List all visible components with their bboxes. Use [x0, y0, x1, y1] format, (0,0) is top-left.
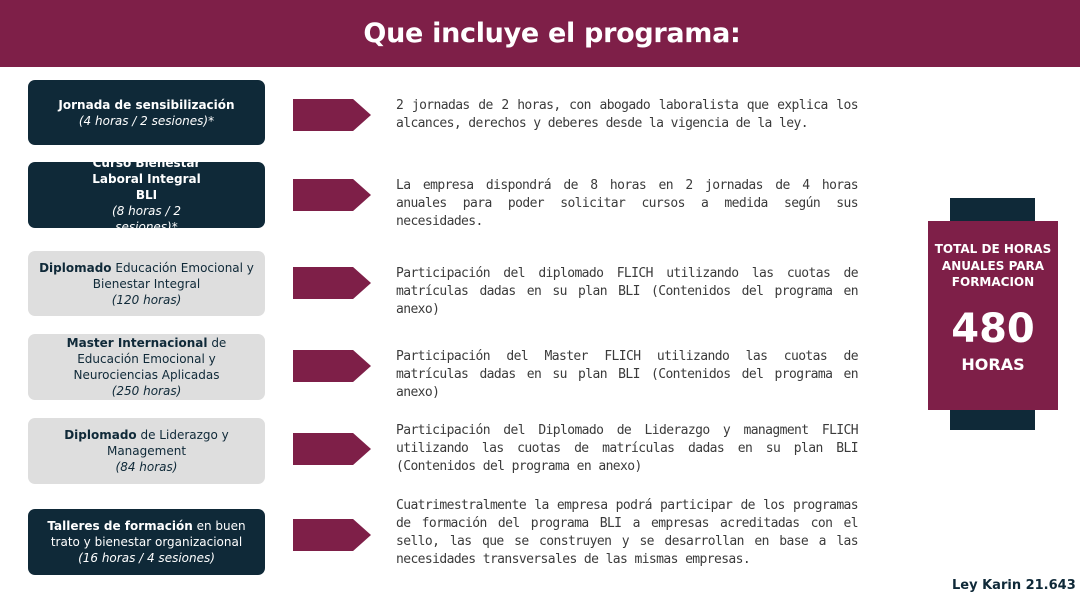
program-subtitle: en buen trato y bienestar organizacional: [50, 519, 246, 549]
program-title: Talleres de formación: [47, 519, 193, 533]
arrow-icon: [293, 350, 371, 382]
page-title: Que incluye el programa:: [363, 18, 741, 49]
program-subtitle: Educación Emocional y Bienestar Integral: [92, 260, 254, 291]
program-box-master: [28, 334, 265, 400]
program-hours: (16 horas / 4 sesiones): [78, 551, 215, 565]
header-bar: [0, 0, 1080, 67]
program-title: Jornada de sensibilización: [58, 97, 235, 112]
summary-number: 480: [951, 305, 1035, 352]
program-hours: (8 horas / 2 sesiones)*: [112, 204, 181, 234]
program-box-curso: [28, 156, 265, 234]
program-description: Participación del diplomado FLICH utilizando las cuotas de matrículas dadas en su plan BLI (Contenidos del programa en anexo): [396, 266, 858, 317]
program-title: Diplomado: [64, 428, 137, 442]
arrow-icon: [293, 519, 371, 551]
arrow-icon: [293, 267, 371, 299]
program-hours: (4 horas / 2 sesiones)*: [78, 113, 215, 128]
program-title: Master Internacional: [66, 336, 208, 350]
program-hours: (250 horas): [111, 384, 182, 398]
program-title: Curso Bienestar Laboral Integral BLI: [92, 156, 201, 202]
summary-panel: [928, 221, 1058, 410]
program-description: Participación del Diplomado de Liderazgo y managment FLICH utilizando las cuotas de matrículas dadas en su plan BLI (Contenidos del programa en anexo): [396, 423, 858, 474]
program-description: Cuatrimestralmente la empresa podrá participar de los programas de formación del programa BLI a empresas acreditadas con el sello, las que se construyen y se desarrollan en base a las necesidades transversales de las mismas empresas.: [396, 498, 858, 567]
program-description: Participación del Master FLICH utilizando las cuotas de matrículas dadas en su plan BLI (Contenidos del programa en anexo): [396, 349, 858, 400]
program-description: 2 jornadas de 2 horas, con abogado laboralista que explica los alcances, derechos y deberes desde la vigencia de la ley.: [396, 98, 858, 131]
summary-unit: HORAS: [961, 354, 1025, 374]
program-subtitle: de Educación Emocional y Neurociencias Aplicadas: [73, 336, 227, 382]
arrow-icon: [293, 433, 371, 465]
program-hours: (84 horas): [115, 460, 178, 474]
program-box-diplomado-educacion: [28, 251, 265, 316]
arrow-icon: [293, 179, 371, 211]
footer-law: Ley Karin 21.643: [952, 578, 1076, 593]
program-box-jornada: [28, 80, 265, 145]
program-hours: (120 horas): [111, 292, 182, 307]
program-box-diplomado-liderazgo: [28, 418, 265, 484]
program-box-talleres: [28, 509, 265, 575]
arrow-icon: [293, 99, 371, 131]
summary-title: TOTAL DE HORAS ANUALES PARA FORMACION: [934, 242, 1052, 289]
program-title: Diplomado: [39, 260, 112, 275]
program-description: La empresa dispondrá de 8 horas en 2 jornadas de 4 horas anuales para poder solicitar cursos a medida según sus necesidades.: [396, 178, 858, 229]
program-subtitle: de Liderazgo y Management: [106, 428, 229, 458]
